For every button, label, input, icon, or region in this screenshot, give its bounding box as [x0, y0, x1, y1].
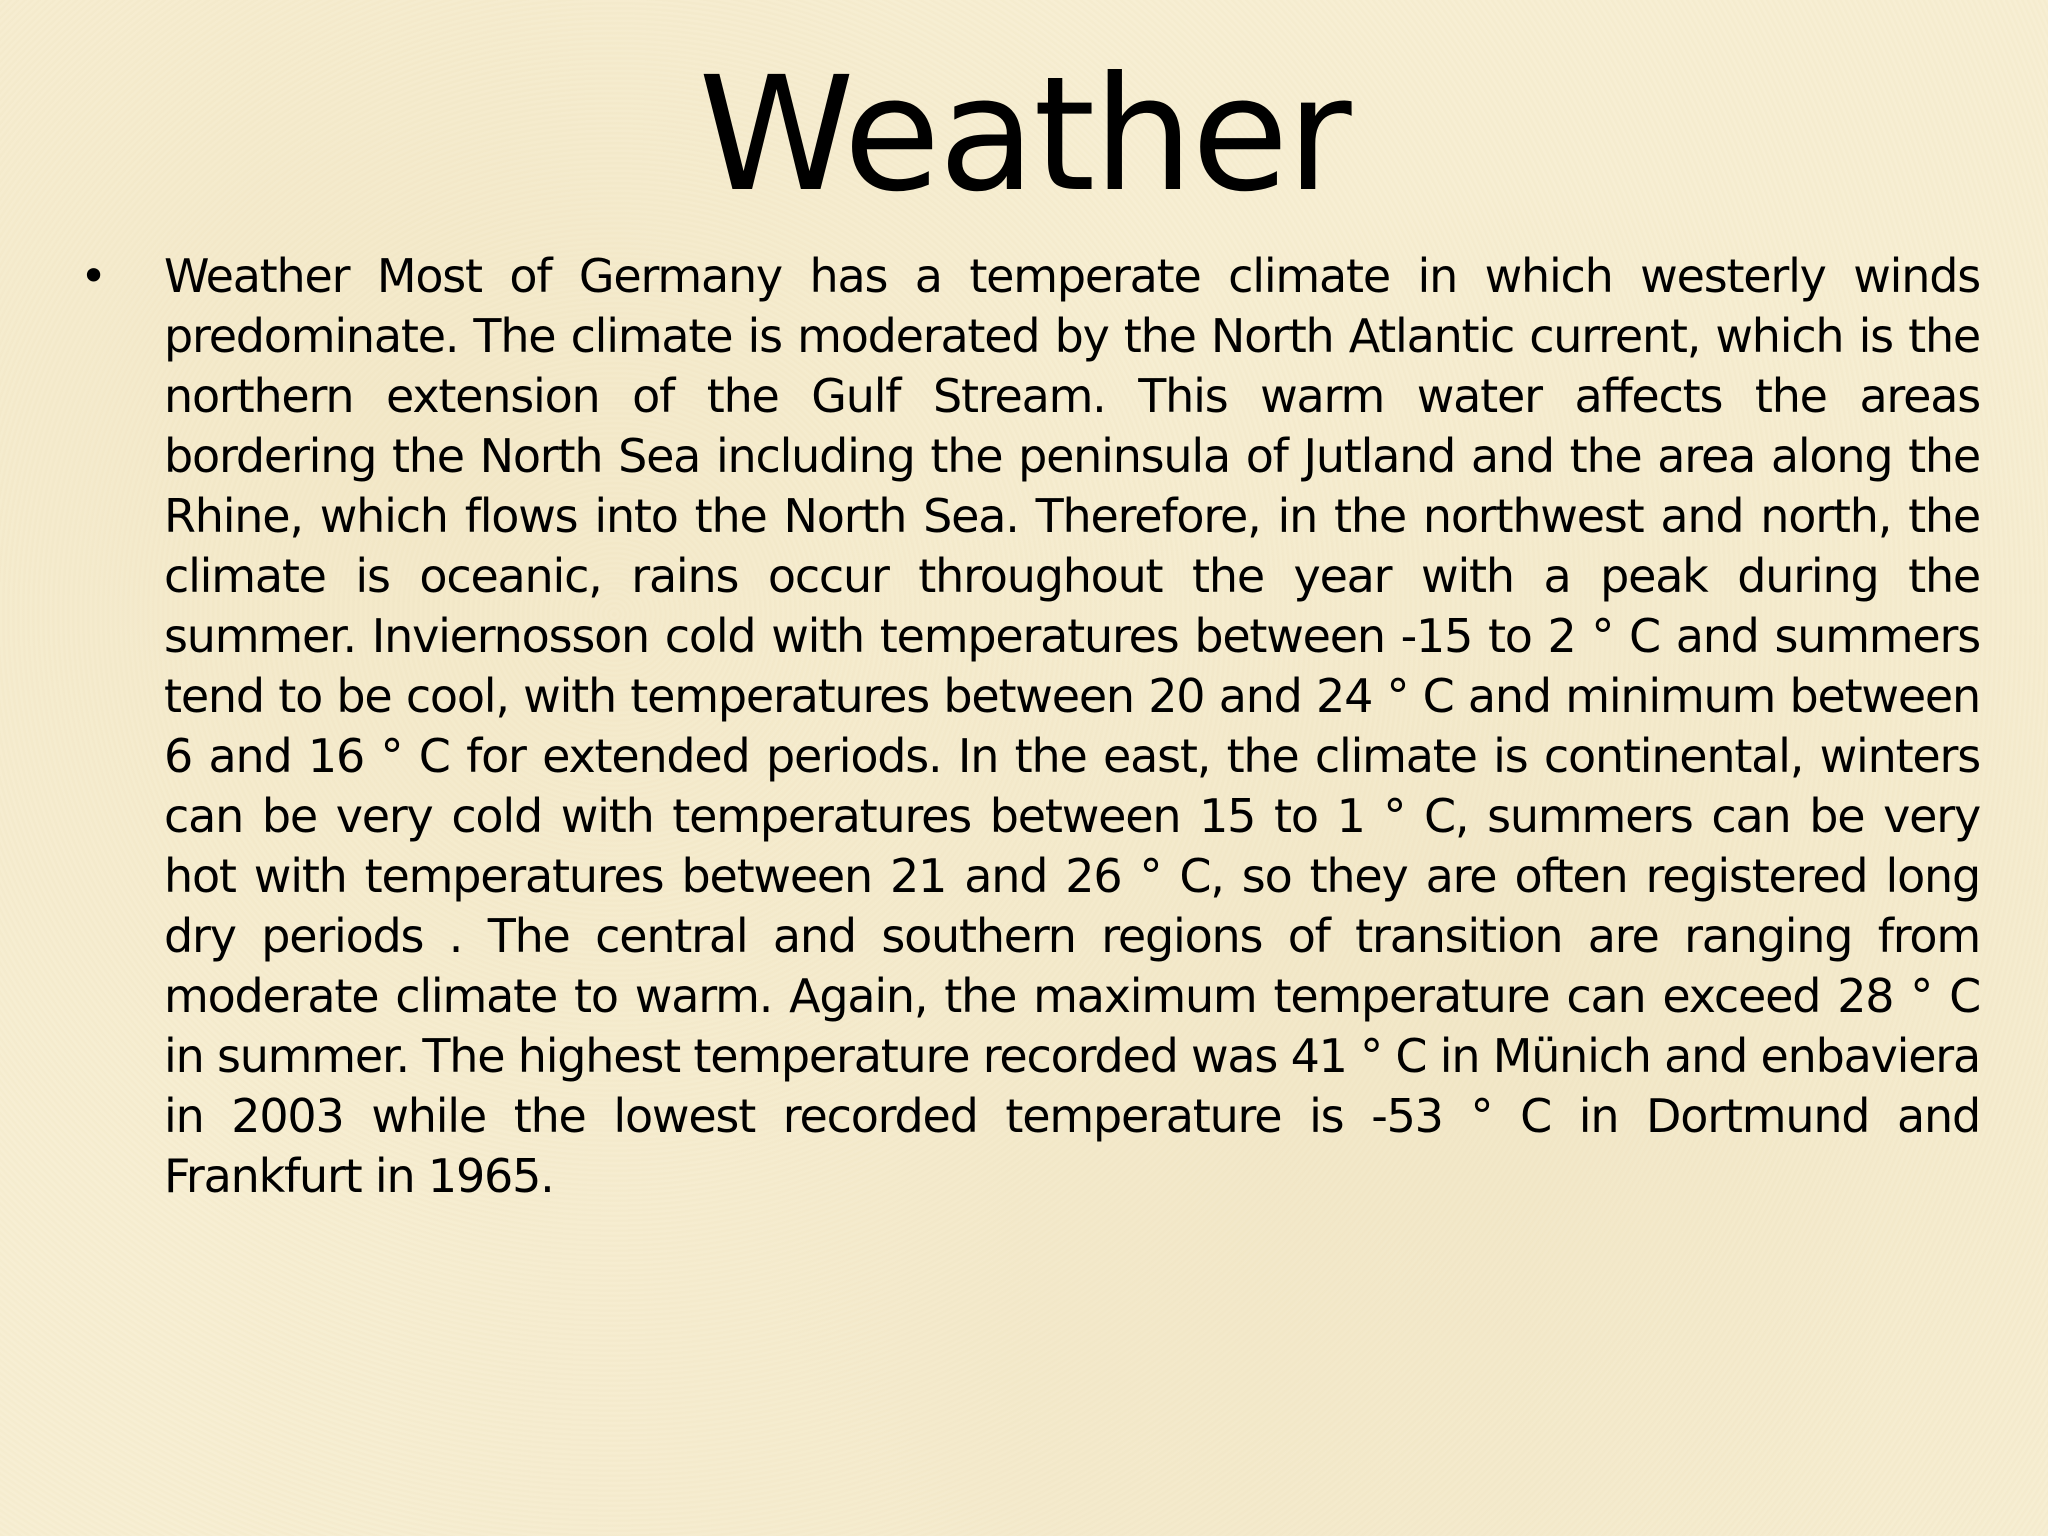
bullet-dot-icon: •	[80, 249, 108, 303]
slide-content	[70, 246, 1980, 1206]
slide-title: Weather	[698, 43, 1350, 227]
bullet-text: Weather Most of Germany has a temperate climate in which westerly winds predominate. The climate is moderated by the North Atlantic current, which is the northern extension of the Gulf Stream. This warm water affects the areas bordering the North Sea including the peninsula of Jutland and the area along the Rhine, which flows into the North Sea. Therefore, in the northwest and north, the climate is oceanic, rains occur throughout the year with a peak during the summer. Inviernosson cold with temperatures between -15 to 2 ° C and summers tend to be cool, with temperatures between 20 and 24 ° C and minimum between 6 and 16 ° C for extended periods. In the east, the climate is continental, winters can be very cold with temperatures between 15 to 1 ° C, summers can be very hot with temperatures between 21 and 26 ° C, so they are often registered long dry periods . The central and southern regions of transition are ranging from moderate climate to warm. Again, the maximum temperature can exceed 28 ° C in summer. The highest temperature recorded was 41 ° C in Münich and enbaviera in 2003 while the lowest recorded temperature is -53 ° C in Dortmund and Frankfurt in 1965.	[164, 249, 1980, 1203]
bullet-item	[70, 246, 1980, 1206]
